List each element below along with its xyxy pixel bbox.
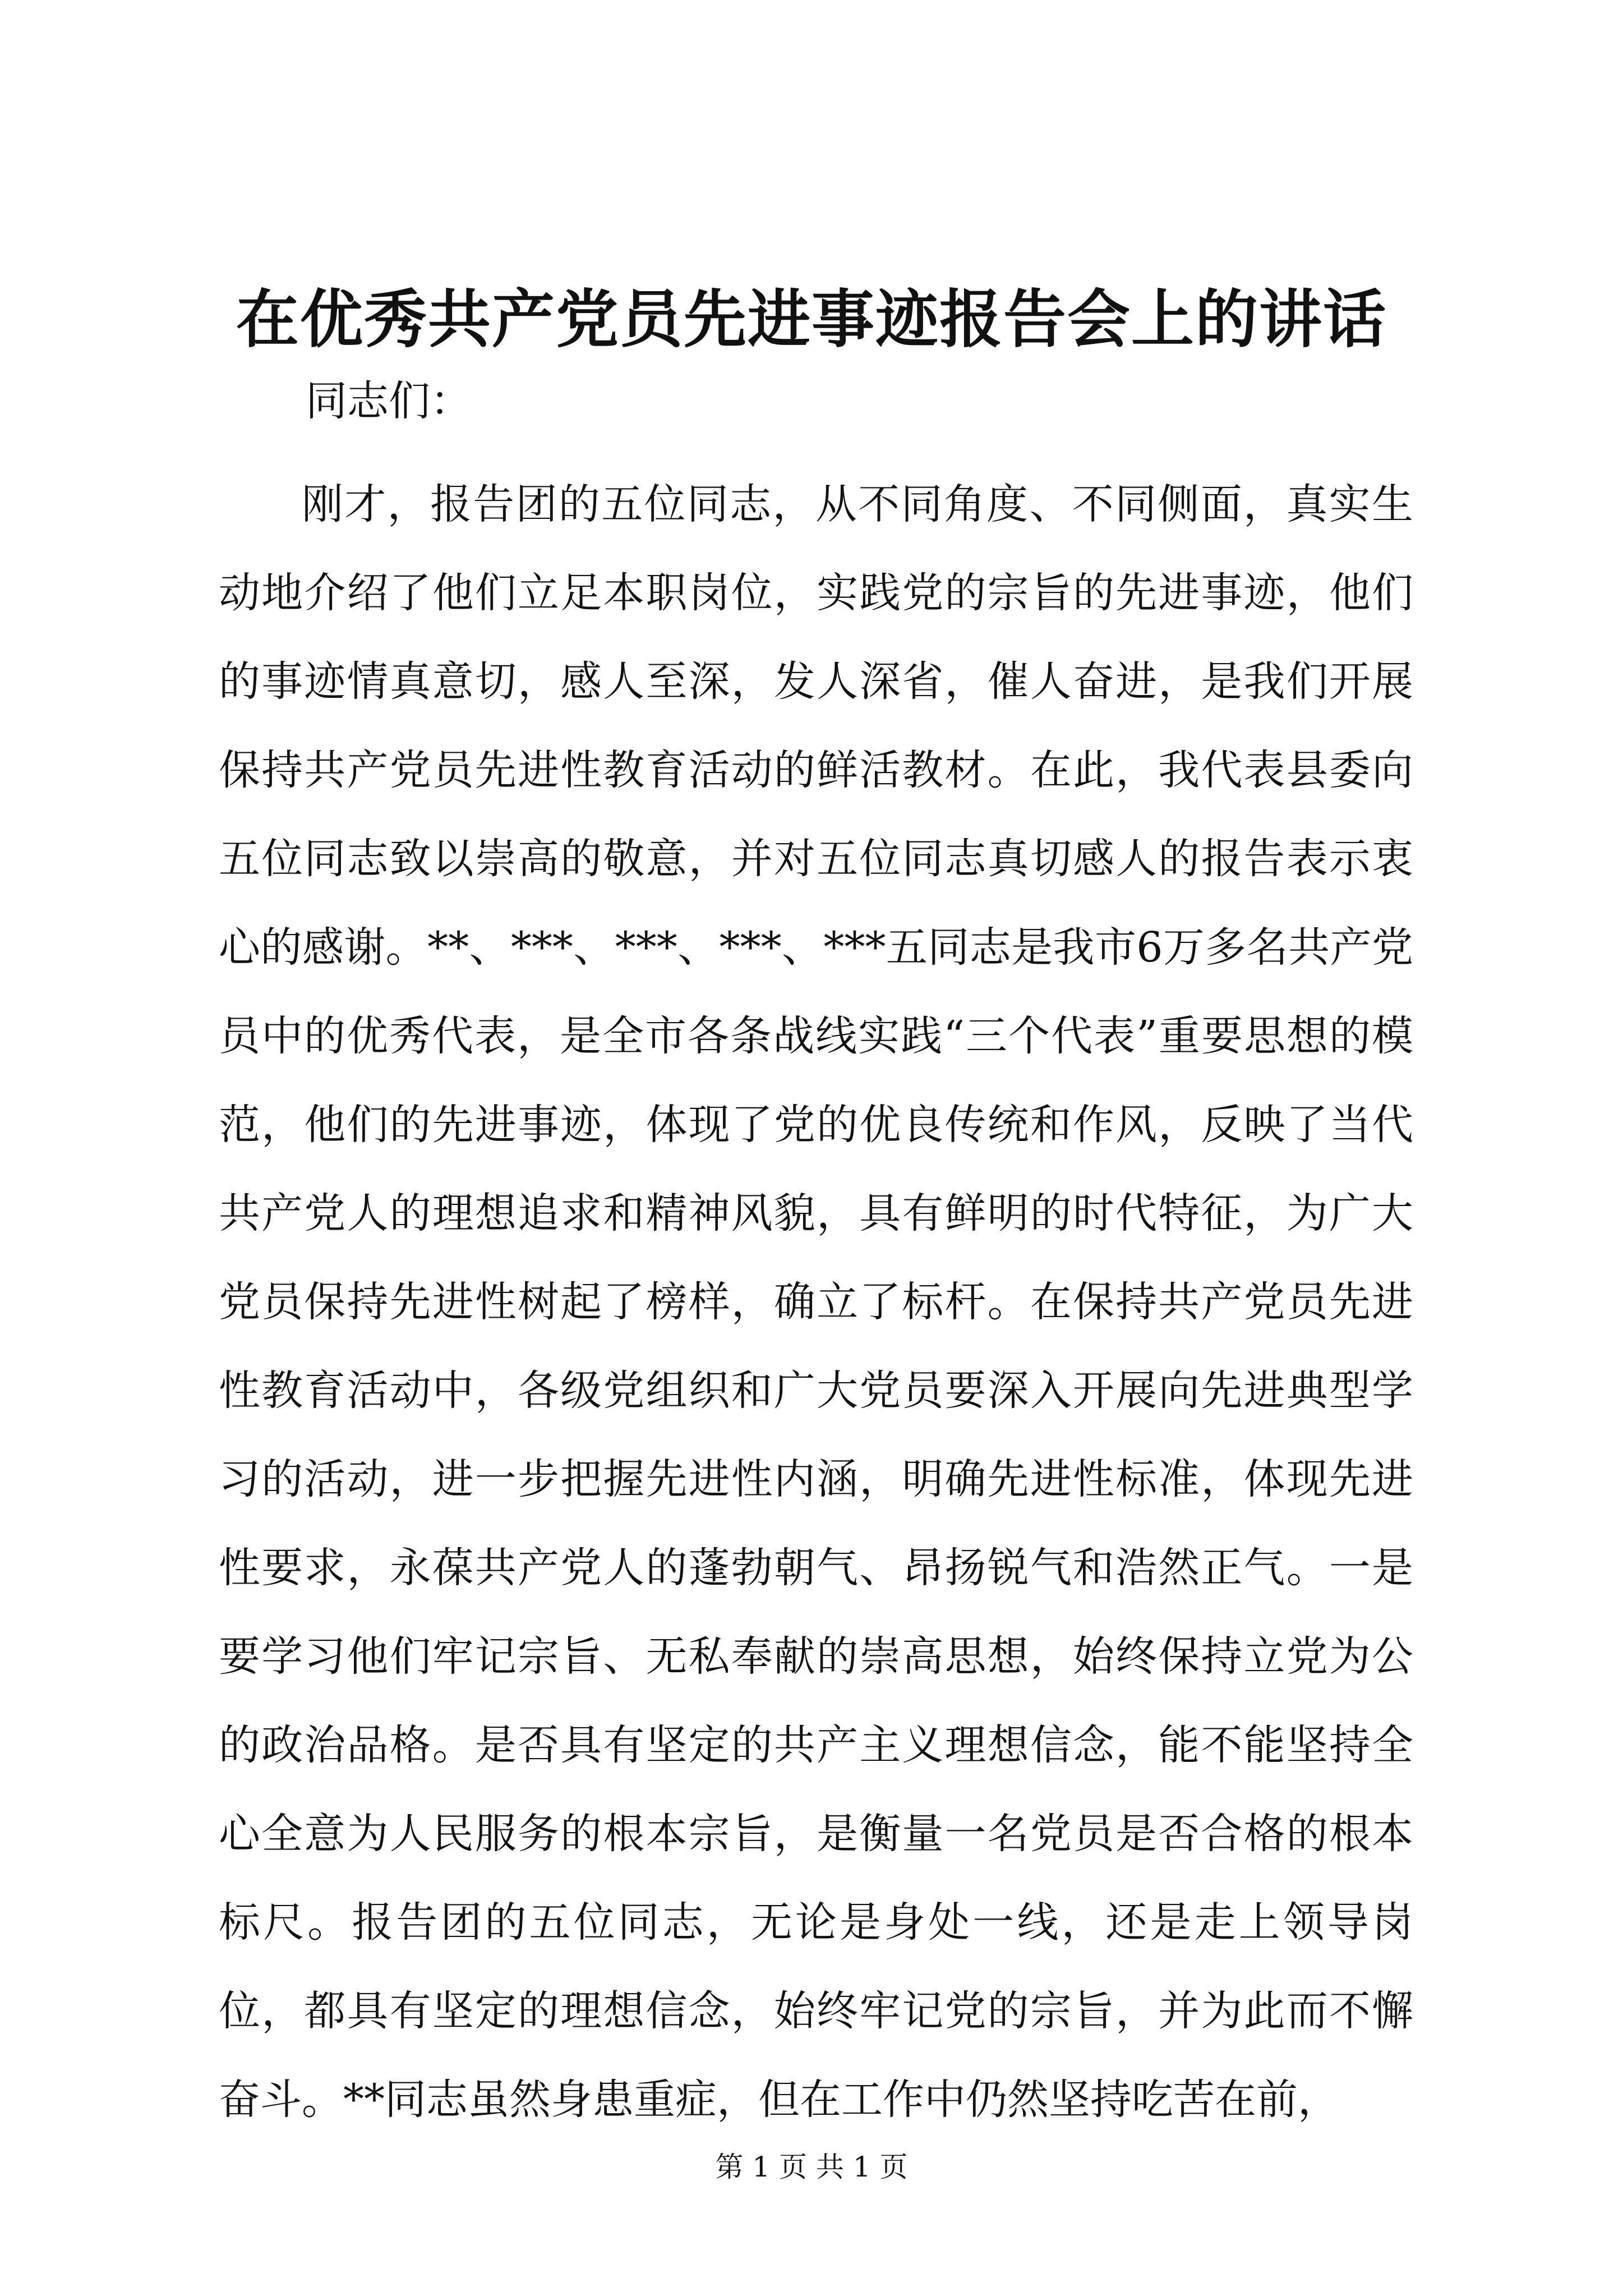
salutation: 同志们： (306, 377, 472, 425)
body-paragraph: 刚才，报告团的五位同志，从不同角度、不同侧面，真实生动地介绍了他们立足本职岗位，实践党的宗旨的先进事迹，他们的事迹情真意切，感人至深，发人深省，催人奋进，是我们开展保持共产党员先进性教育活动的鲜活教材。在此，我代表县委向五位同志致以崇高的敬意，并对五位同志真切感人的报告表示衷心的感谢。**、***、***、***、***五同志是我市6万多名共产党员中的优秀代表，是全市各条战线实践“三个代表”重要思想的模范，他们的先进事迹，体现了党的优良传统和作风，反映了当代共产党人的理想追求和精神风貌，具有鲜明的时代特征，为广大党员保持先进性树起了榜样，确立了标杆。在保持共产党员先进性教育活动中，各级党组织和广大党员要深入开展向先进典型学习的活动，进一步把握先进性内涵，明确先进性标准，体现先进性要求，永葆共产党人的蓬勃朝气、昂扬锐气和浩然正气。一是要学习他们牢记宗旨、无私奉献的崇高思想，始终保持立党为公的政治品格。是否具有坚定的共产主义理想信念，能不能坚持全心全意为人民服务的根本宗旨，是衡量一名党员是否合格的根本标尺。报告团的五位同志，无论是身处一线，还是走上领导岗位，都具有坚定的理想信念，始终牢记党的宗旨，并为此而不懈奋斗。**同志虽然身患重症，但在工作中仍然坚持吃苦在前， (219, 480, 1413, 2124)
page-footer: 第 1 页 共 1 页 (715, 2151, 908, 2183)
document-title: 在优秀共产党员先进事迹报告会上的讲话 (236, 283, 1387, 356)
